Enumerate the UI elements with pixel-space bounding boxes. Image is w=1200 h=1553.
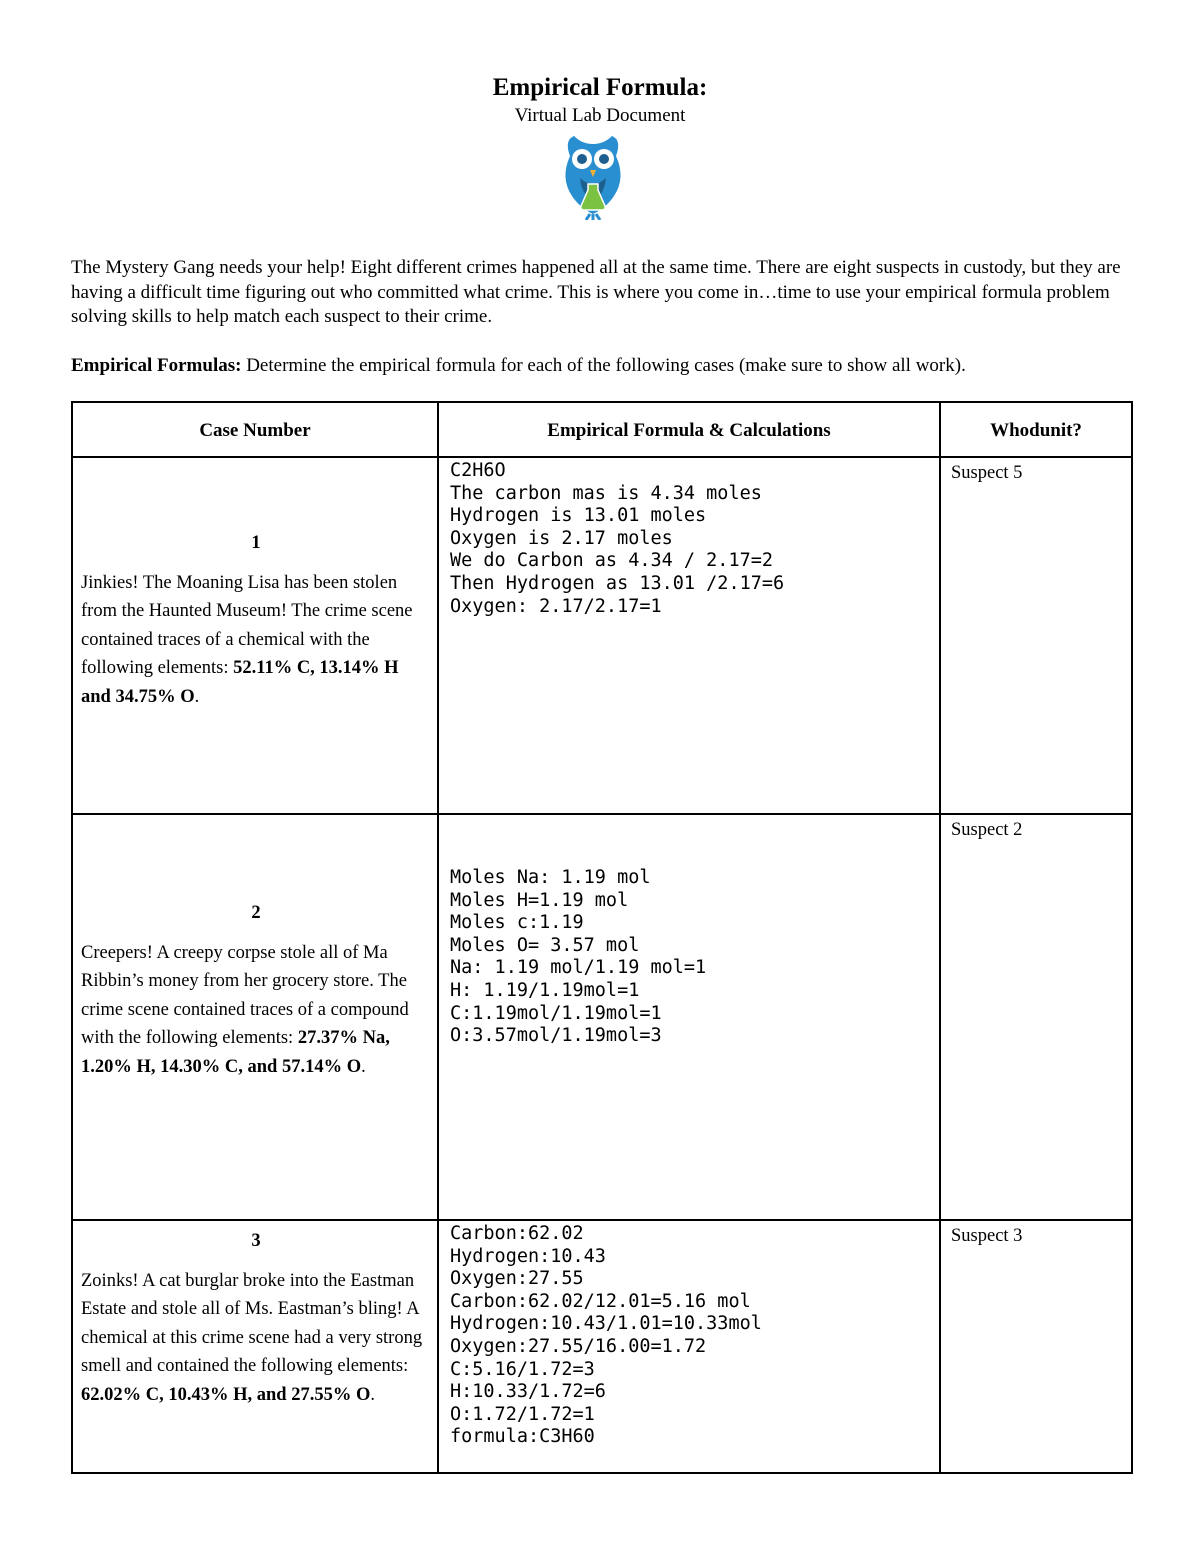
- case-cell-1: [73, 529, 439, 711]
- suspect-cell: Suspect 2: [951, 820, 1023, 840]
- suspect-cell: Suspect 3: [951, 1226, 1023, 1246]
- header-calculations: Empirical Formula & Calculations: [547, 419, 831, 441]
- case-story: [81, 1267, 431, 1410]
- case-number: 2: [251, 903, 261, 923]
- case-cell-2: [73, 899, 439, 1081]
- owl-logo: [560, 134, 626, 220]
- case-story-text: Zoinks! A cat burglar broke into the Eastman Estate and stole all of Ms. Eastman’s bling! A chemical at this crime scene had a very strong smell and contained the following elements:: [81, 1270, 423, 1376]
- cases-table: [71, 401, 1133, 1474]
- case-story-end: .: [194, 686, 200, 707]
- case-story-text: Jinkies! The Moaning Lisa has been stolen from the Haunted Museum! The crime scene contained traces of a chemical with the following elements:: [81, 572, 413, 678]
- case-story: [81, 939, 431, 1082]
- suspect-cell: Suspect 5: [951, 463, 1023, 483]
- calculations-cell: C2H6O The carbon mas is 4.34 moles Hydrogen is 13.01 moles Oxygen is 2.17 moles We do Carbon as 4.34 / 2.17=2 Then Hydrogen as 13.01 /2.17=6 Oxygen: 2.17/2.17=1: [450, 460, 785, 617]
- case-cell-3: [73, 1227, 439, 1409]
- instructions-label: Empirical Formulas:: [71, 355, 242, 376]
- document-subtitle: Virtual Lab Document: [514, 105, 686, 126]
- calculations-cell: Moles Na: 1.19 mol Moles H=1.19 mol Moles c:1.19 Moles O= 3.57 mol Na: 1.19 mol/1.19 mol=1 H: 1.19/1.19mol=1 C:1.19mol/1.19mol=1 O:3.57mol/1.19mol=3: [450, 867, 707, 1047]
- row-divider: [73, 1219, 1131, 1221]
- calculations-cell: Carbon:62.02 Hydrogen:10.43 Oxygen:27.55 Carbon:62.02/12.01=5.16 mol Hydrogen:10.43/1.01=10.33mol Oxygen:27.55/16.00=1.72 C:5.16/1.72=3 H:10.33/1.72=6 O:1.72/1.72=1 formula:C3H60: [450, 1223, 762, 1448]
- case-story: [81, 569, 431, 712]
- case-elements: 62.02% C, 10.43% H, and 27.55% O: [81, 1384, 371, 1405]
- document-title: Empirical Formula:: [492, 74, 708, 101]
- case-elements: 52.11% C, 13.14% H and 34.75% O: [81, 658, 399, 707]
- case-number: 3: [251, 1231, 261, 1251]
- case-number: 1: [251, 533, 261, 553]
- header-whodunit: Whodunit?: [990, 419, 1082, 441]
- case-elements: 27.37% Na, 1.20% H, 14.30% C, and 57.14% O: [81, 1028, 390, 1077]
- row-divider: [73, 813, 1131, 815]
- header-case-number: Case Number: [199, 419, 311, 441]
- case-story-text: Creepers! A creepy corpse stole all of Ma Ribbin’s money from her grocery store. The crime scene contained traces of a compound with the following elements:: [81, 942, 409, 1048]
- instructions-text: Determine the empirical formula for each of the following cases (make sure to show all work).: [241, 355, 966, 376]
- case-story-end: .: [370, 1384, 375, 1405]
- intro-paragraph: The Mystery Gang needs your help! Eight different crimes happened all at the same time. There are eight suspects in custody, but they are having a difficult time figuring out who committed what crime. This is where you come in…time to use your empirical formula problem solving skills to help match each suspect to their crime.: [71, 257, 1121, 327]
- instructions-paragraph: [71, 354, 1141, 379]
- case-story-end: .: [361, 1056, 366, 1077]
